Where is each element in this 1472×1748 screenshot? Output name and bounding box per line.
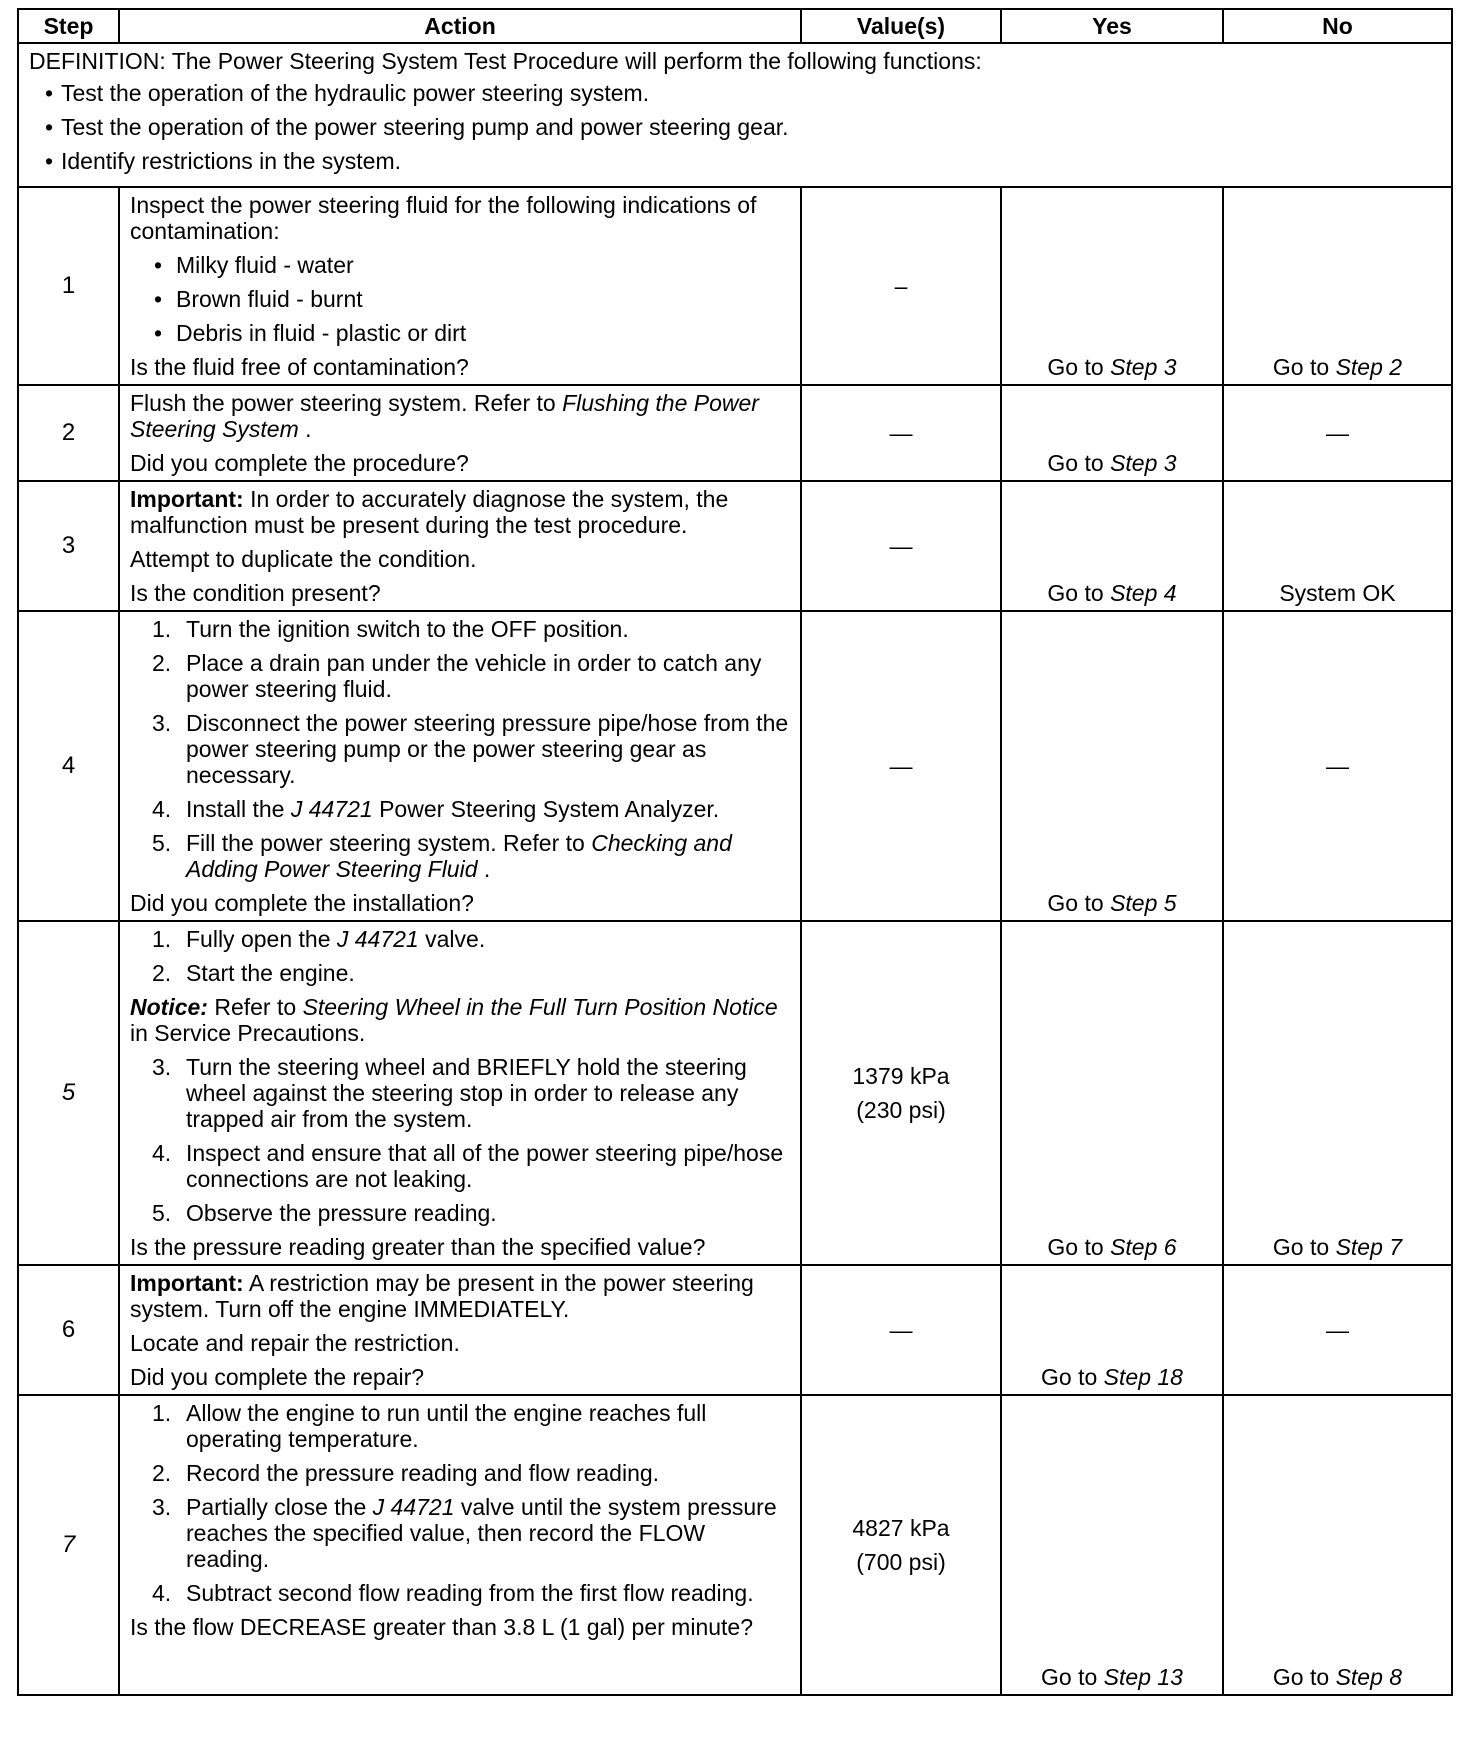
action-bullet: • Brown fluid - burnt [130, 286, 794, 312]
step-action [119, 921, 801, 1265]
important-label: Important: [130, 1270, 244, 1296]
step-number: 2 [18, 385, 119, 481]
yes-step-ref: Step 18 [1103, 1364, 1183, 1390]
action-steps [130, 1400, 794, 1606]
header-row [18, 9, 1452, 43]
step-action [119, 611, 801, 921]
diagnostic-table [17, 8, 1453, 1696]
action-step: 4. Install the J 44721 Power Steering System Analyzer. [152, 796, 720, 822]
no-step-ref: Step 2 [1335, 354, 1403, 380]
yes-text: Go to [1041, 1664, 1104, 1690]
step-value: — [801, 1265, 1001, 1395]
definition-bullet: • Test the operation of the hydraulic power steering system. [29, 80, 1445, 106]
step-value [801, 1395, 1001, 1695]
action-step: 1. Fully open the J 44721 valve. [152, 926, 486, 952]
action-step: 5. Fill the power steering system. Refer to Checking and Adding Power Steering Fluid . [152, 830, 732, 882]
action-step: 1. Allow the engine to run until the engine reaches full operating temperature. [152, 1400, 707, 1452]
step-number: 1 [18, 187, 119, 385]
step-row-1 [18, 187, 1452, 385]
step-number: 3 [18, 481, 119, 611]
action-step: 3. Disconnect the power steering pressure pipe/hose from the power steering pump or the power steering gear as necessary. [152, 710, 789, 788]
value-metric: 4827 kPa [852, 1515, 950, 1541]
value-imperial: (230 psi) [856, 1097, 946, 1123]
step-value [801, 921, 1001, 1265]
yes-step-ref: Step 3 [1110, 450, 1177, 476]
step-value: — [801, 611, 1001, 921]
action-step: 3. Turn the steering wheel and BRIEFLY hold the steering wheel against the steering stop in order to release any trapped air from the system. [152, 1054, 747, 1132]
step-row-7 [18, 1395, 1452, 1695]
action-bullets [130, 252, 794, 346]
step-no: System OK [1223, 481, 1452, 611]
step-yes [1001, 481, 1223, 611]
action-text: Locate and repair the restriction. [130, 1330, 460, 1356]
yes-step-ref: Step 5 [1110, 890, 1177, 916]
header-no: No [1223, 9, 1452, 43]
yes-text: Go to [1047, 354, 1111, 380]
yes-text: Go to [1047, 1234, 1111, 1260]
tool-reference: J 44721 [336, 926, 419, 952]
action-step: 5. Observe the pressure reading. [152, 1200, 497, 1226]
value-metric: 1379 kPa [852, 1063, 950, 1089]
step-yes [1001, 385, 1223, 481]
definition-bullet: • Identify restrictions in the system. [29, 148, 1445, 174]
tool-reference: J 44721 [372, 1494, 455, 1520]
step-no [1223, 1395, 1452, 1695]
action-bullet: • Milky fluid - water [130, 252, 794, 278]
step-row-2 [18, 385, 1452, 481]
action-step: 4. Subtract second flow reading from the first flow reading. [152, 1580, 754, 1606]
step-yes [1001, 611, 1223, 921]
no-text: Go to [1272, 1234, 1336, 1260]
tool-reference: J 44721 [290, 796, 373, 822]
step-action [119, 1395, 801, 1695]
yes-text: Go to [1041, 1364, 1104, 1390]
step-number: 7 [18, 1395, 119, 1695]
step-value: — [801, 481, 1001, 611]
no-text: Go to [1272, 1664, 1336, 1690]
important-note: Important: A restriction may be present in the power steering system. Turn off the engine IMMEDIATELY. [130, 1270, 754, 1322]
action-intro: Inspect the power steering fluid for the following indications of contamination: [130, 192, 757, 244]
action-steps [130, 926, 794, 986]
definition-list [29, 80, 1445, 174]
action-step: 4. Inspect and ensure that all of the power steering pipe/hose connections are not leaking. [152, 1140, 784, 1192]
important-note: Important: In order to accurately diagnose the system, the malfunction must be present during the test procedure. [130, 486, 729, 538]
action-steps [130, 1054, 794, 1226]
step-no: — [1223, 1265, 1452, 1395]
header-yes: Yes [1001, 9, 1223, 43]
action-question: Is the flow DECREASE greater than 3.8 L (1 gal) per minute? [130, 1614, 754, 1640]
action-step: 3. Partially close the J 44721 valve until the system pressure reaches the specified value, then record the FLOW reading. [152, 1494, 777, 1572]
definition-row [18, 43, 1452, 187]
action-question: Did you complete the procedure? [130, 450, 469, 476]
action-text: Flush the power steering system. Refer to Flushing the Power Steering System . [130, 390, 759, 442]
yes-text: Go to [1047, 580, 1111, 606]
step-number: 5 [18, 921, 119, 1265]
action-question: Did you complete the installation? [130, 890, 474, 916]
definition-bullet: • Test the operation of the power steering pump and power steering gear. [29, 114, 1445, 140]
yes-step-ref: Step 3 [1110, 354, 1177, 380]
step-yes [1001, 921, 1223, 1265]
value-imperial: (700 psi) [856, 1549, 946, 1575]
yes-text: Go to [1047, 890, 1111, 916]
no-step-ref: Step 8 [1335, 1664, 1403, 1690]
yes-step-ref: Step 4 [1110, 580, 1177, 606]
header-action: Action [119, 9, 801, 43]
action-step: 2. Record the pressure reading and flow reading. [152, 1460, 660, 1486]
yes-step-ref: Step 6 [1110, 1234, 1177, 1260]
action-text: Attempt to duplicate the condition. [130, 546, 477, 572]
yes-text: Go to [1047, 450, 1111, 476]
yes-step-ref: Step 13 [1103, 1664, 1183, 1690]
action-question: Is the condition present? [130, 580, 381, 606]
definition-cell [18, 43, 1452, 187]
action-step: 2. Place a drain pan under the vehicle in order to catch any power steering fluid. [152, 650, 762, 702]
action-question: Is the fluid free of contamination? [130, 354, 469, 380]
action-step: 1. Turn the ignition switch to the OFF position. [152, 616, 629, 642]
step-row-6 [18, 1265, 1452, 1395]
action-bullet: • Debris in fluid - plastic or dirt [130, 320, 794, 346]
step-yes [1001, 1395, 1223, 1695]
step-no: — [1223, 385, 1452, 481]
step-row-5 [18, 921, 1452, 1265]
notice-label: Notice: [130, 994, 208, 1020]
no-text: Go to [1272, 354, 1336, 380]
notice-note: Notice: Refer to Steering Wheel in the Full Turn Position Notice in Service Precautions. [130, 994, 778, 1046]
definition-text: DEFINITION: The Power Steering System Test Procedure will perform the following functions: [29, 48, 982, 74]
step-value: — [801, 385, 1001, 481]
step-no: — [1223, 611, 1452, 921]
step-no [1223, 187, 1452, 385]
step-action [119, 385, 801, 481]
important-label: Important: [130, 486, 244, 512]
action-reference: Checking and Adding Power Steering Fluid [186, 830, 732, 882]
action-question: Is the pressure reading greater than the specified value? [130, 1234, 706, 1260]
step-yes [1001, 187, 1223, 385]
action-steps [130, 616, 794, 882]
header-step: Step [18, 9, 119, 43]
action-reference: Flushing the Power Steering System [130, 390, 759, 442]
header-values: Value(s) [801, 9, 1001, 43]
no-step-ref: Step 7 [1335, 1234, 1403, 1260]
step-number: 4 [18, 611, 119, 921]
step-no [1223, 921, 1452, 1265]
action-question: Did you complete the repair? [130, 1364, 425, 1390]
action-step: 2. Start the engine. [152, 960, 355, 986]
step-row-3 [18, 481, 1452, 611]
step-value: – [801, 187, 1001, 385]
step-action [119, 1265, 801, 1395]
step-yes [1001, 1265, 1223, 1395]
step-action [119, 481, 801, 611]
step-number: 6 [18, 1265, 119, 1395]
step-action [119, 187, 801, 385]
step-row-4 [18, 611, 1452, 921]
action-reference: Steering Wheel in the Full Turn Position Notice [302, 994, 778, 1020]
